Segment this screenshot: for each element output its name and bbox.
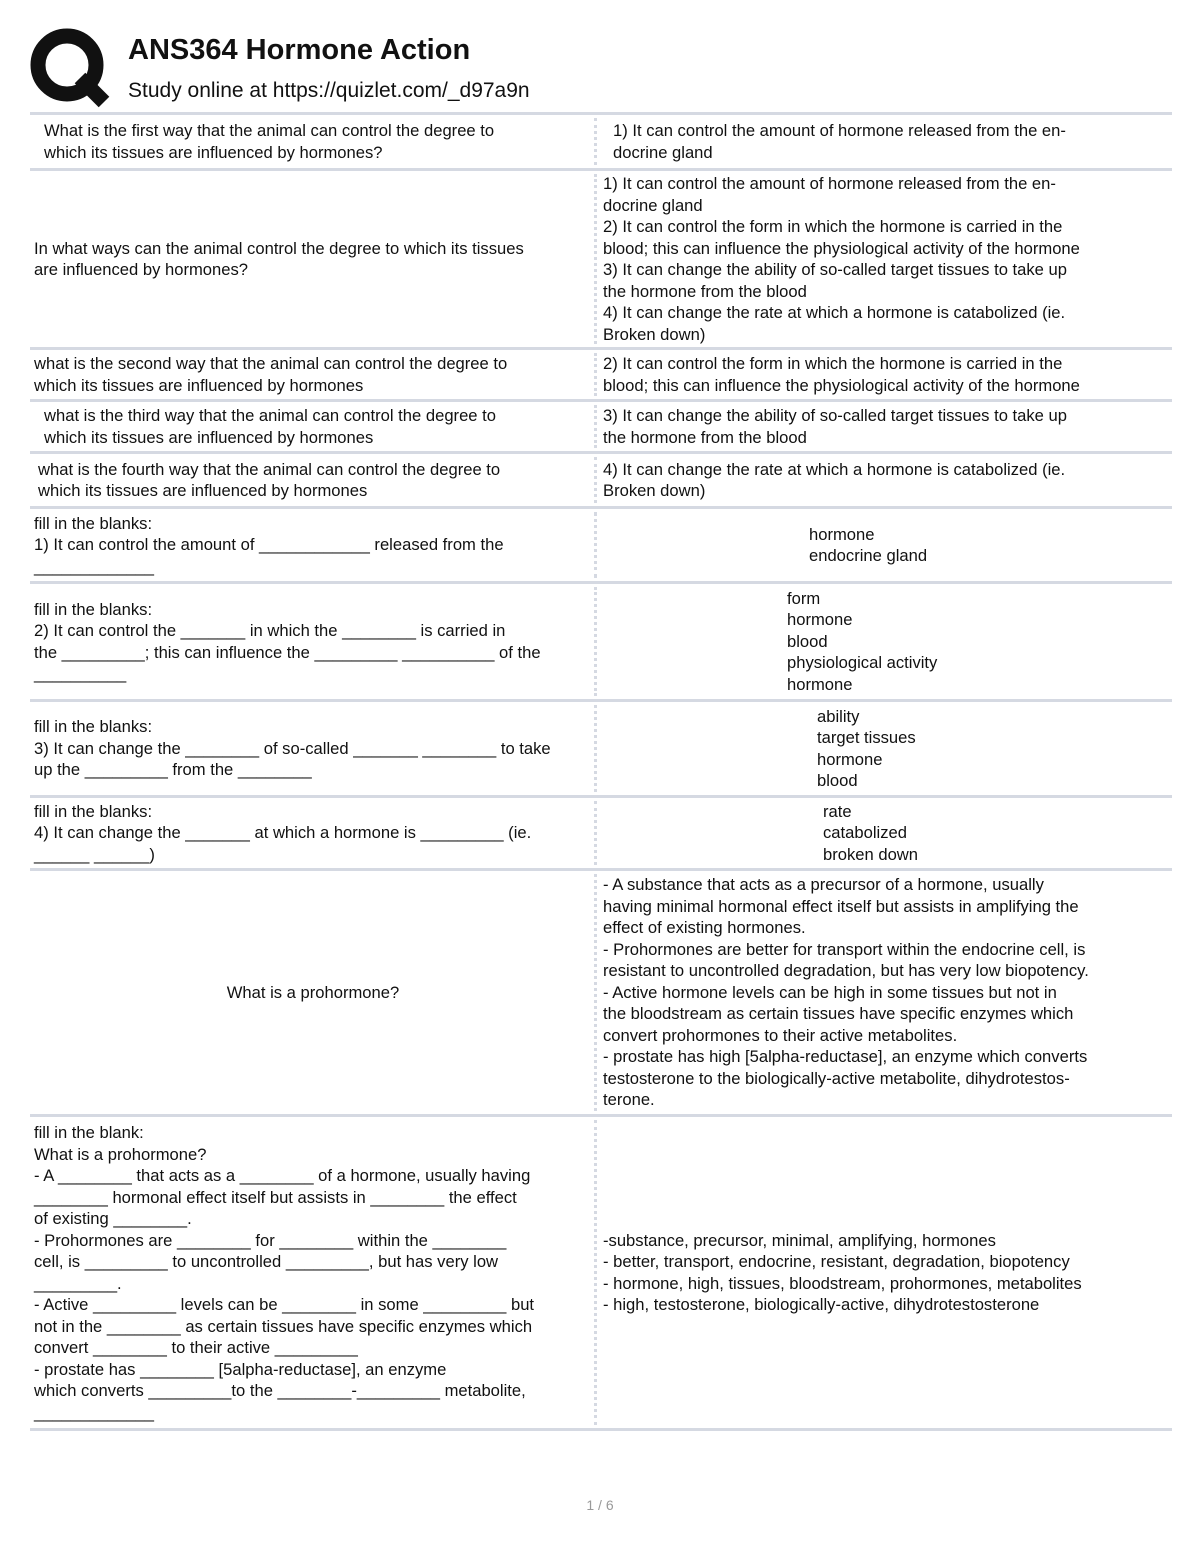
card-definition (597, 871, 1172, 1114)
card-term-text: what is the second way that the animal can control the degree to which its tissues are influenced by hormones (34, 354, 508, 395)
set-title: ANS364 Hormone Action (128, 34, 471, 66)
card-term (30, 798, 594, 868)
card-definition-text: 2) It can control the form in which the hormone is carried in the blood; this can influence the physiological activity of the hormone (603, 354, 1080, 395)
card-term-text: fill in the blanks: 3) It can change the ________ of so-called _______ ________ to take up the _________ from the ________ (34, 717, 551, 780)
card-definition-text: form hormone blood physiological activity hormone (787, 588, 938, 694)
card-term (30, 115, 594, 168)
page-number: 1 / 6 (586, 1497, 614, 1513)
card-definition-text: - A substance that acts as a precursor of a hormone, usually having minimal hormonal effect itself but assists in amplifying the effect of existing hormones. - Prohormones are better for transport within the endocrine cell, is resistant to uncontrolled degradation, but has very low biopotency. - Active hormone levels can be high in some tissues but not in the bloodstream as certain tissues have specific enzymes which convert prohormones to their active metabolites. - prostate has high [5alpha-reductase], an enzyme which converts testosterone to the biologically-active metabolite, dihydrotestos- terone. (603, 875, 1089, 1110)
card-definition (597, 115, 1172, 168)
card-definition-text: hormone endocrine gland (809, 524, 928, 565)
flashcard (30, 798, 1172, 871)
card-term (30, 1117, 594, 1428)
card-term (30, 871, 594, 1114)
card-definition (597, 171, 1172, 347)
card-term-text: what is the fourth way that the animal can control the degree to which its tissues are influenced by hormones (38, 459, 501, 500)
flashcard-list (30, 112, 1172, 1431)
card-definition (597, 454, 1172, 506)
flashcard (30, 584, 1172, 702)
card-definition (597, 350, 1172, 399)
card-term (30, 584, 594, 699)
card-term (30, 402, 594, 451)
card-definition-text: rate catabolized broken down (823, 801, 919, 864)
card-definition (597, 798, 1172, 868)
flashcard (30, 871, 1172, 1117)
flashcard (30, 1117, 1172, 1431)
card-definition (597, 509, 1172, 581)
card-definition (597, 702, 1172, 795)
card-term (30, 454, 594, 506)
flashcard (30, 402, 1172, 454)
card-term (30, 509, 594, 581)
flashcard (30, 454, 1172, 509)
card-term-text: fill in the blank: What is a prohormone? - A ________ that acts as a ________ of a hormone, usually having ________ hormonal effect itself but assists in ________ the effect of existing ________. - Prohormones are ________ for ________ within the ________ cell, is _________ to uncontrolled _________, but has very low _________. - Active _________ levels can be ________ in some _________ but not in the ________ as certain tissues have specific enzymes which convert ________ to their active _________ - prostate has ________ [5alpha-reductase], an enzyme which converts _________to the ________-_________ metabolite, _____________ (34, 1123, 535, 1422)
flashcard (30, 702, 1172, 798)
page-header (30, 28, 1172, 110)
card-definition-text: 1) It can control the amount of hormone released from the en- docrine gland 2) It can control the form in which the hormone is carried in the blood; this can influence the physiological activity of the hormone 3) It can change the ability of so-called target tissues to take up the hormone from the blood 4) It can change the rate at which a hormone is catabolized (ie. Broken down) (603, 174, 1080, 344)
flashcard (30, 509, 1172, 584)
card-term-text: What is a prohormone? (226, 982, 400, 1002)
card-definition-text: ability target tissues hormone blood (817, 706, 916, 790)
card-definition-text: 1) It can control the amount of hormone released from the en- docrine gland (613, 121, 1066, 162)
card-definition (597, 402, 1172, 451)
card-term-text: In what ways can the animal control the degree to which its tissues are influenced by hormones? (34, 238, 524, 279)
card-term (30, 702, 594, 795)
card-term (30, 171, 594, 347)
card-definition-text: 3) It can change the ability of so-called target tissues to take up the hormone from the blood (603, 406, 1067, 447)
card-definition (597, 584, 1172, 699)
card-term-text: fill in the blanks: 2) It can control the _______ in which the ________ is carried in the _________; this can influence the _________ __________ of the __________ (34, 599, 541, 683)
flashcard (30, 171, 1172, 350)
card-term-text: what is the third way that the animal can control the degree to which its tissues are influenced by hormones (44, 406, 496, 447)
flashcard (30, 115, 1172, 171)
flashcard (30, 350, 1172, 402)
card-definition (597, 1117, 1172, 1428)
card-term-text: fill in the blanks: 4) It can change the _______ at which a hormone is _________ (ie. ______ ______) (34, 801, 532, 864)
card-definition-text: 4) It can change the rate at which a hormone is catabolized (ie. Broken down) (603, 459, 1066, 500)
card-definition-text: -substance, precursor, minimal, amplifying, hormones - better, transport, endocrine, resistant, degradation, biopotency - hormone, high, tissues, bloodstream, prohormones, metabolites - high, testosterone, biologically-active, dihydrotestosterone (603, 1230, 1082, 1314)
card-term-text: fill in the blanks: 1) It can control the amount of ____________ released from the _____________ (34, 513, 504, 576)
quizlet-logo-icon (30, 28, 110, 108)
card-term-text: What is the first way that the animal can control the degree to which its tissues are influenced by hormones? (44, 121, 495, 162)
study-link-text: Study online at https://quizlet.com/_d97a9n (128, 79, 530, 102)
card-term (30, 350, 594, 399)
